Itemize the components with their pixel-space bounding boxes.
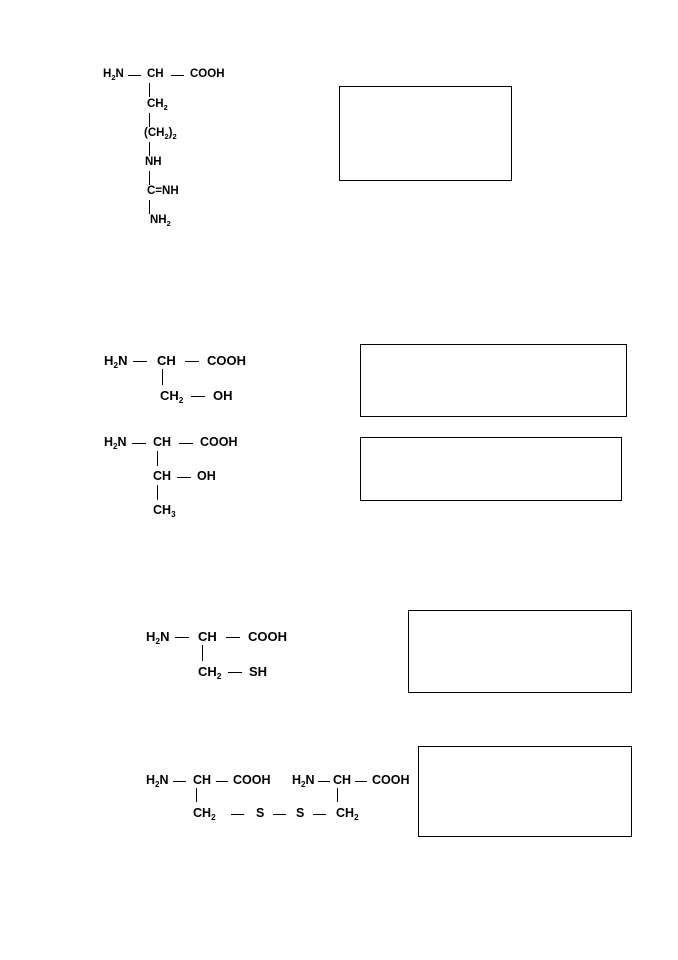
bond [318,781,330,782]
alpha-carbon: CH [153,435,172,449]
beta-carbon: $CH_2$ [160,388,184,405]
amino-group: $H_2N$ [103,68,124,82]
right-amino-group: $H_2N$ [292,773,315,789]
epsilon-nitrogen: NH [145,156,162,168]
answer-box-3[interactable] [360,437,622,501]
bond [133,361,147,362]
bond [175,637,189,638]
answer-box-5[interactable] [418,746,632,837]
bond [179,443,193,444]
carboxyl-group: COOH [190,68,225,80]
alpha-carbon: CH [198,629,217,644]
bond [337,788,338,802]
bond [171,75,184,76]
bond [355,781,367,782]
bond [202,645,203,661]
terminal-amino: $NH_2$ [150,214,171,228]
hydroxyl-group: OH [197,469,216,483]
methyl-group: $CH_3$ [153,503,176,519]
guanidino-carbon: C=NH [147,185,179,197]
answer-box-4[interactable] [408,610,632,693]
sulfur-atom: S [256,806,265,820]
carboxyl-group: COOH [200,435,238,449]
bond [132,443,146,444]
disulfide-bond [273,814,286,815]
amino-group: $H_2N$ [104,353,128,370]
right-alpha-carbon: CH [333,773,352,787]
bond [216,781,228,782]
beta-carbon: $CH_2$ [198,664,222,681]
bond [157,485,158,500]
bond [196,788,197,802]
carboxyl-group: COOH [207,353,246,368]
left-carboxyl-group: COOH [233,773,271,787]
hydroxyl-group: OH [213,388,233,403]
bond [177,477,191,478]
bond [149,142,150,156]
bond [149,113,150,127]
answer-box-2[interactable] [360,344,627,417]
carboxyl-group: COOH [248,629,287,644]
bond [226,637,240,638]
bond [149,200,150,214]
left-beta-carbon: $CH_2$ [193,806,216,822]
bond [149,83,150,97]
sulfur-atom: S [296,806,305,820]
bond [173,781,186,782]
amino-group: $H_2N$ [146,629,170,646]
left-alpha-carbon: CH [193,773,212,787]
bond [231,814,244,815]
bond [149,171,150,185]
bond [128,75,141,76]
methylene-group: $(CH_2)_2$ [144,127,177,141]
beta-carbon: $CH_2$ [147,98,168,112]
right-beta-carbon: $CH_2$ [336,806,359,822]
bond [228,672,242,673]
bond [185,361,199,362]
right-carboxyl-group: COOH [372,773,410,787]
bond [191,396,205,397]
alpha-carbon: CH [147,68,164,80]
alpha-carbon: CH [157,353,176,368]
bond [313,814,326,815]
thiol-group: SH [249,664,268,679]
answer-box-1[interactable] [339,86,512,181]
bond [162,369,163,385]
left-amino-group: $H_2N$ [146,773,169,789]
amino-group: $H_2N$ [104,435,127,451]
beta-carbon: CH [153,469,172,483]
bond [157,451,158,466]
